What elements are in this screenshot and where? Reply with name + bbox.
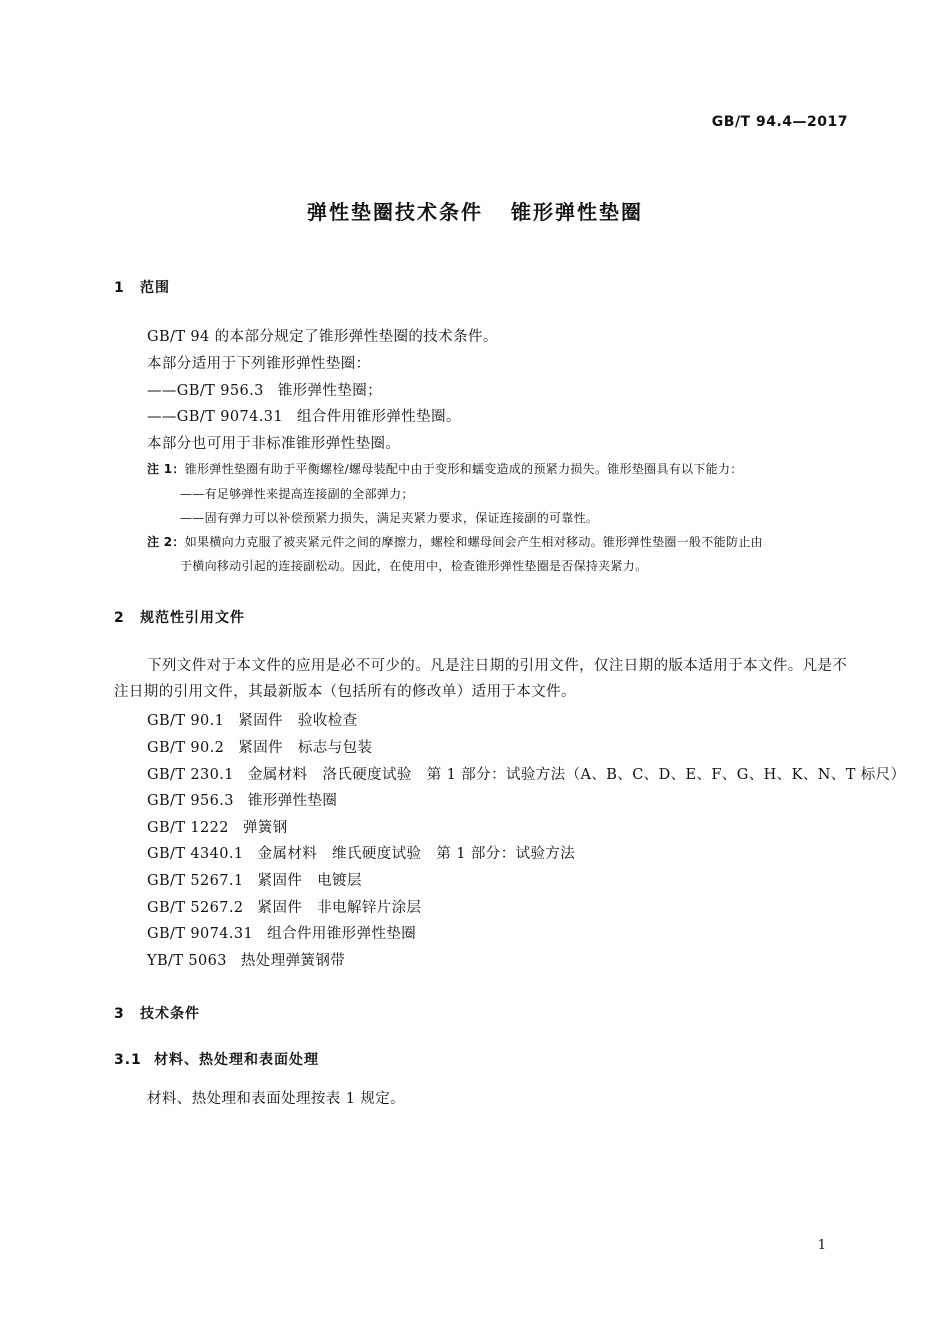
subsection-number: 3.1	[114, 1052, 142, 1068]
reference-name: 紧固件 标志与包装	[238, 740, 373, 756]
section-number: 2	[114, 610, 125, 626]
scope-paragraph-2: 本部分适用于下列锥形弹性垫圈：	[147, 356, 371, 372]
note-label: 注 1：	[147, 462, 185, 476]
item-name: 锥形弹性垫圈；	[277, 383, 383, 399]
note-text: 锥形弹性垫圈有助于平衡螺栓/螺母装配中由于变形和蠕变造成的预紧力损失。锥形垫圈具有以下能力：	[184, 462, 743, 476]
section-3-heading	[114, 1003, 200, 1023]
reference-name: 紧固件 验收检查	[238, 713, 358, 729]
reference-item	[147, 736, 372, 757]
reference-code: GB/T 90.2	[147, 740, 225, 756]
subsection-3-1-text: 材料、热处理和表面处理按表 1 规定。	[147, 1091, 406, 1107]
reference-code: YB/T 5063	[147, 953, 227, 969]
subsection-3-1-heading	[114, 1049, 319, 1069]
reference-code: GB/T 956.3	[147, 793, 234, 809]
reference-name: 组合件用锥形弹性垫圈	[267, 926, 417, 942]
section-number: 1	[114, 280, 125, 296]
reference-code: GB/T 90.1	[147, 713, 225, 729]
reference-name: 紧固件 电镀层	[257, 873, 362, 889]
scope-list-item	[147, 405, 461, 426]
reference-code: GB/T 9074.31	[147, 926, 254, 942]
references-intro: 下列文件对于本文件的应用是必不可少的。凡是注日期的引用文件，仅注日期的版本适用于本文件。凡是不注日期的引用文件，其最新版本（包括所有的修改单）适用于本文件。	[114, 658, 848, 700]
reference-item	[147, 816, 288, 837]
note-1	[147, 460, 743, 477]
title-main: 弹性垫圈技术条件	[307, 200, 483, 224]
reference-item	[147, 763, 905, 784]
reference-name: 紧固件 非电解锌片涂层	[257, 900, 422, 916]
scope-paragraph-3: 本部分也可用于非标准锥形弹性垫圈。	[147, 436, 401, 452]
section-title: 规范性引用文件	[140, 610, 245, 626]
item-name: 组合件用锥形弹性垫圈。	[296, 409, 461, 425]
reference-item	[147, 789, 337, 810]
note-text: 如果横向力克服了被夹紧元件之间的摩擦力，螺栓和螺母间会产生相对移动。锥形弹性垫圈一般不能防止由	[184, 535, 763, 549]
note-2	[147, 533, 763, 550]
reference-code: GB/T 230.1	[147, 767, 234, 783]
reference-code: GB/T 4340.1	[147, 846, 244, 862]
reference-name: 锥形弹性垫圈	[247, 793, 338, 809]
section-title: 范围	[140, 280, 170, 296]
section-title: 技术条件	[140, 1006, 200, 1022]
subsection-title: 材料、热处理和表面处理	[154, 1052, 319, 1068]
section-2-heading	[114, 607, 245, 627]
reference-code: GB/T 5267.2	[147, 900, 244, 916]
scope-list-item	[147, 379, 382, 400]
reference-item	[147, 869, 362, 890]
reference-name: 金属材料 洛氏硬度试验 第 1 部分：试验方法（A、B、C、D、E、F、G、H、K、N、T 标尺）	[247, 767, 906, 783]
reference-item	[147, 709, 358, 730]
section-number: 3	[114, 1006, 125, 1022]
note-1-item: ——有足够弹性来提高连接副的全部弹力；	[180, 487, 414, 501]
reference-item	[147, 922, 416, 943]
note-1-item: ——固有弹力可以补偿预紧力损失，满足夹紧力要求，保证连接副的可靠性。	[180, 511, 599, 525]
document-title	[0, 196, 950, 225]
note-2-continued: 于横向移动引起的连接副松动。因此，在使用中，检查锥形弹性垫圈是否保持夹紧力。	[180, 559, 648, 573]
reference-item	[147, 842, 575, 863]
reference-name: 热处理弹簧钢带	[240, 953, 346, 969]
reference-item	[147, 896, 421, 917]
reference-name: 金属材料 维氏硬度试验 第 1 部分：试验方法	[257, 846, 576, 862]
reference-name: 弹簧钢	[242, 820, 288, 836]
item-code: ——GB/T 9074.31	[147, 409, 283, 425]
reference-item	[147, 949, 345, 970]
scope-paragraph-1: GB/T 94 的本部分规定了锥形弹性垫圈的技术条件。	[147, 329, 498, 345]
title-sub: 锥形弹性垫圈	[511, 200, 643, 224]
reference-code: GB/T 1222	[147, 820, 229, 836]
page-number: 1	[817, 1238, 826, 1253]
reference-code: GB/T 5267.1	[147, 873, 244, 889]
standard-code: GB/T 94.4—2017	[711, 114, 848, 130]
note-label: 注 2：	[147, 535, 185, 549]
item-code: ——GB/T 956.3	[147, 383, 264, 399]
section-1-heading	[114, 277, 170, 297]
